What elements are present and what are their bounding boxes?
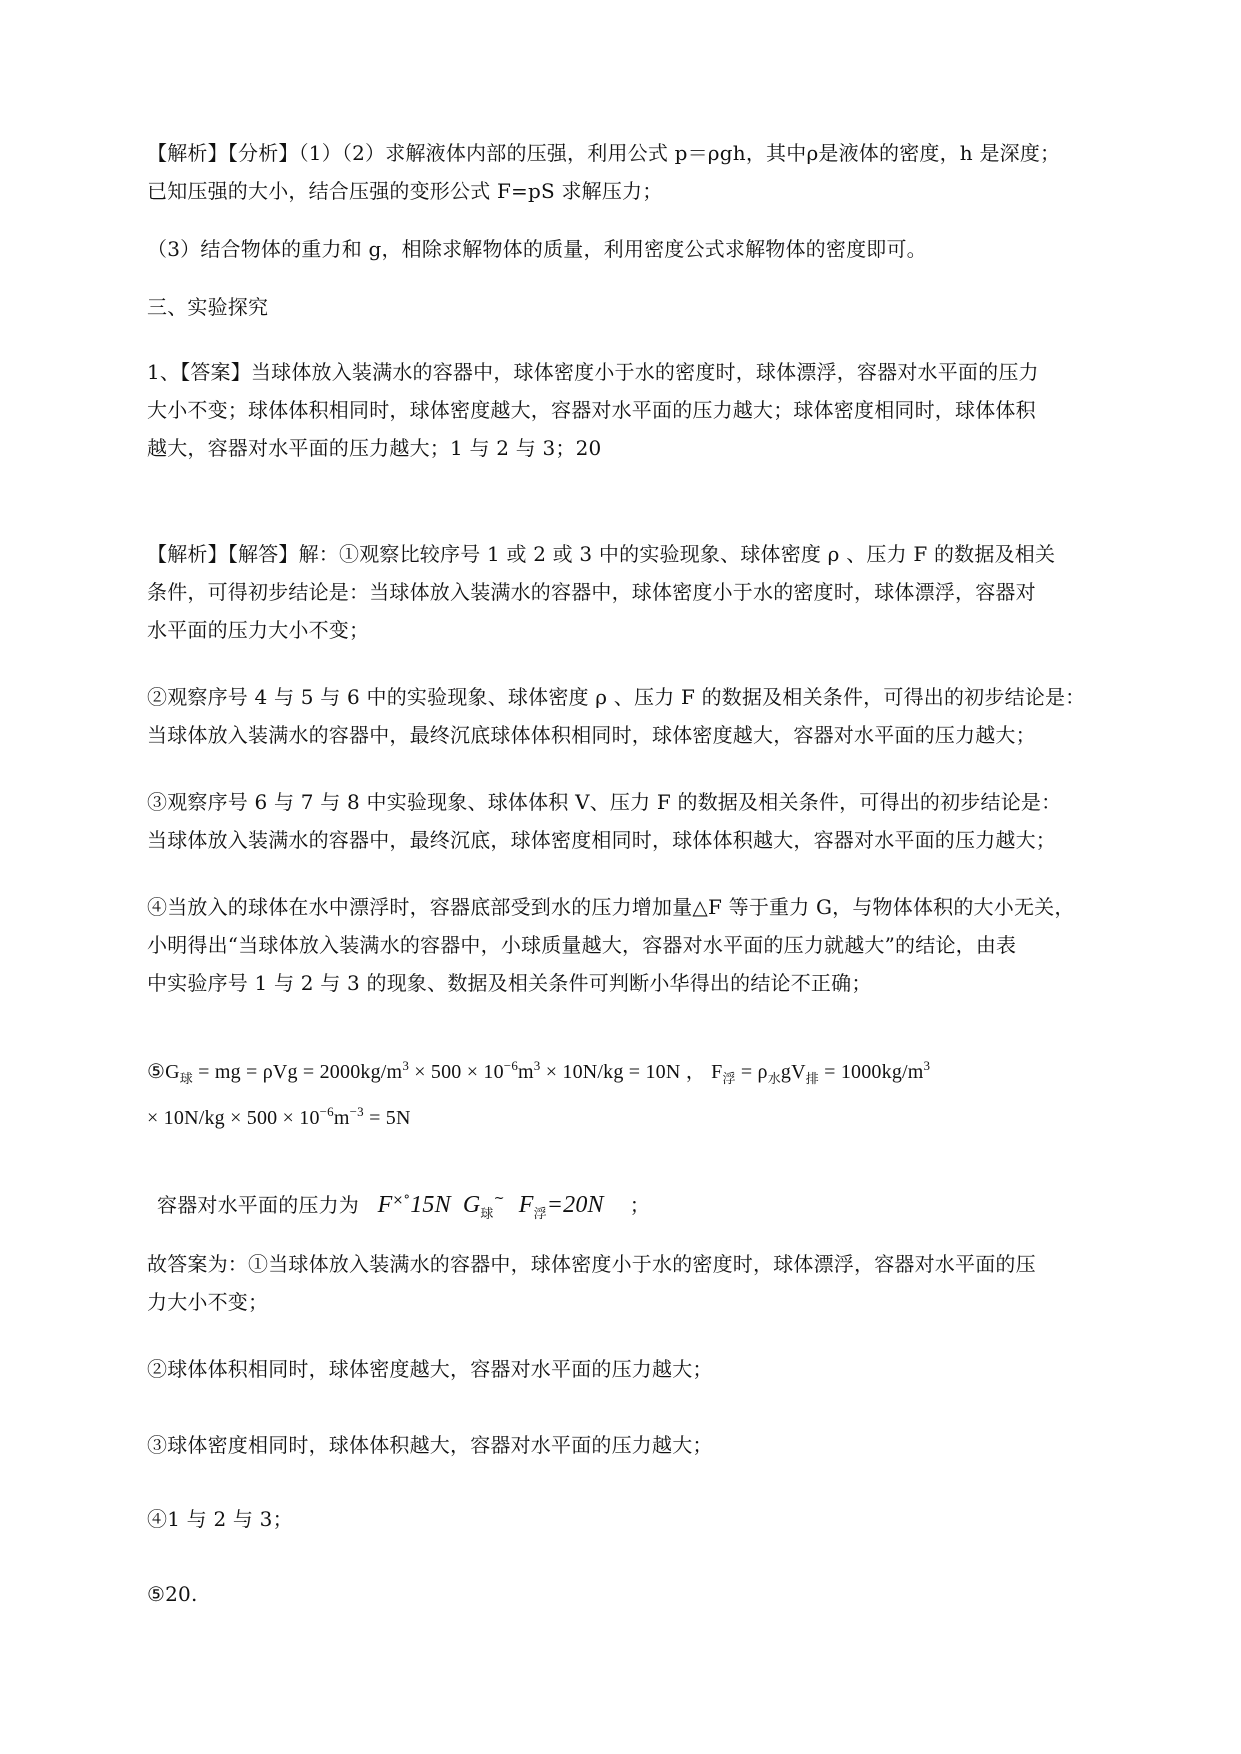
text-line: （3）结合物体的重力和 g，相除求解物体的质量，利用密度公式求解物体的密度即可。	[147, 237, 927, 261]
formula-text: m	[333, 1107, 350, 1129]
explain-paragraph-3	[147, 783, 1157, 859]
formula-text: ⑤G	[147, 1061, 180, 1083]
final-item-5	[147, 1575, 1157, 1613]
final-answer-paragraph	[147, 1245, 1157, 1321]
text-line: 大小不变；球体体积相同时，球体密度越大，容器对水平面的压力越大；球体密度相同时，球体体积	[147, 398, 1036, 422]
text-line: ⑤20.	[147, 1582, 198, 1606]
explain-paragraph-2	[147, 678, 1157, 754]
text-line: 越大，容器对水平面的压力越大；1 与 2 与 3；20	[147, 436, 602, 460]
formula-text: = 1000kg/m	[818, 1061, 924, 1083]
formula-block	[147, 1047, 1157, 1131]
formula-line-2	[147, 1093, 1157, 1131]
formula-result: =20N	[546, 1192, 604, 1218]
explain-paragraph-1	[147, 535, 1157, 649]
text-line: 【解析】【解答】解：①观察比较序号 1 或 2 或 3 中的实验现象、球体密度 ρ 、压力 F 的数据及相关	[147, 542, 1056, 566]
analysis-paragraph-1	[147, 134, 1157, 210]
superscript: −6	[503, 1058, 519, 1073]
superscript: −3	[349, 1104, 364, 1119]
formula-prefix: 容器对水平面的压力为	[157, 1193, 359, 1217]
formula-text: = ρ	[735, 1061, 768, 1083]
pressure-formula-line	[157, 1180, 1167, 1222]
final-item-3	[147, 1426, 1157, 1464]
formula-value: 15N	[410, 1192, 451, 1218]
text-line: 已知压强的大小，结合压强的变形公式 F=pS 求解压力；	[147, 179, 663, 203]
subscript: 水	[767, 1071, 781, 1086]
final-item-2	[147, 1350, 1157, 1388]
text-line: ③球体密度相同时，球体体积越大，容器对水平面的压力越大；	[147, 1433, 713, 1457]
text-line: 小明得出“当球体放入装满水的容器中，小球质量越大，容器对水平面的压力就越大”的结论，由表	[147, 933, 1017, 957]
subscript: 球	[179, 1071, 193, 1086]
text-line: 当球体放入装满水的容器中，最终沉底，球体密度相同时，球体体积越大，容器对水平面的压力越大；	[147, 828, 1056, 852]
text-line: 1、【答案】当球体放入装满水的容器中，球体密度小于水的密度时，球体漂浮，容器对水平面的压力	[147, 360, 1039, 384]
answer-paragraph	[147, 353, 1157, 467]
formula-glyph: ×°	[392, 1193, 411, 1208]
text-line: 故答案为：①当球体放入装满水的容器中，球体密度小于水的密度时，球体漂浮，容器对水平面的压	[147, 1252, 1036, 1276]
superscript: −6	[319, 1104, 334, 1119]
subscript: 排	[805, 1071, 819, 1086]
formula-glyph: ~	[493, 1191, 505, 1206]
superscript: 3	[923, 1058, 931, 1073]
superscript: 3	[533, 1058, 541, 1073]
formula-text: × 10N/kg × 500 × 10	[147, 1107, 320, 1129]
subscript: 球	[480, 1207, 494, 1222]
formula-text: × 500 × 10	[409, 1061, 504, 1083]
heading-text: 三、实验探究	[147, 295, 269, 319]
text-line: ②球体体积相同时，球体密度越大，容器对水平面的压力越大；	[147, 1357, 713, 1381]
text-line: 条件，可得初步结论是：当球体放入装满水的容器中，球体密度小于水的密度时，球体漂浮，容器对	[147, 580, 1036, 604]
formula-line-1	[147, 1047, 1157, 1085]
formula-end: ；	[629, 1193, 650, 1217]
text-line: ④当放入的球体在水中漂浮时，容器底部受到水的压力增加量△F 等于重力 G，与物体体积的大小无关，	[147, 895, 1075, 919]
text-line: 水平面的压力大小不变；	[147, 618, 370, 642]
formula-text: gV	[780, 1061, 806, 1083]
final-item-4	[147, 1500, 1157, 1538]
text-line: 当球体放入装满水的容器中，最终沉底球体体积相同时，球体密度越大，容器对水平面的压力越大；	[147, 723, 1036, 747]
formula-symbol: F	[377, 1192, 393, 1218]
formula-text: m	[518, 1061, 534, 1083]
text-line: ③观察序号 6 与 7 与 8 中实验现象、球体体积 V、压力 F 的数据及相关条件，可得出的初步结论是：	[147, 790, 1062, 814]
formula-symbol: F	[518, 1192, 534, 1218]
formula-text: = mg = ρVg = 2000kg/m	[192, 1061, 403, 1083]
text-line: 中实验序号 1 与 2 与 3 的现象、数据及相关条件可判断小华得出的结论不正确；	[147, 971, 872, 995]
text-line: ②观察序号 4 与 5 与 6 中的实验现象、球体密度 ρ 、压力 F 的数据及相关条件，可得出的初步结论是：	[147, 685, 1086, 709]
subscript: 浮	[533, 1207, 547, 1222]
formula-text: × 10N/kg = 10N ， F	[540, 1061, 723, 1083]
text-line: ④1 与 2 与 3；	[147, 1507, 293, 1531]
subscript: 浮	[722, 1071, 736, 1086]
text-line: 力大小不变；	[147, 1290, 269, 1314]
section-heading	[147, 288, 1157, 326]
formula-symbol: G	[462, 1192, 481, 1218]
explain-paragraph-4	[147, 888, 1157, 1002]
formula-text: = 5N	[363, 1107, 411, 1129]
analysis-paragraph-2	[147, 230, 1157, 268]
superscript: 3	[402, 1058, 410, 1073]
formula-line	[157, 1180, 1167, 1222]
text-line: 【解析】【分析】（1）（2）求解液体内部的压强，利用公式 p＝ρgh，其中ρ是液体的密度，h 是深度；	[147, 141, 1061, 165]
